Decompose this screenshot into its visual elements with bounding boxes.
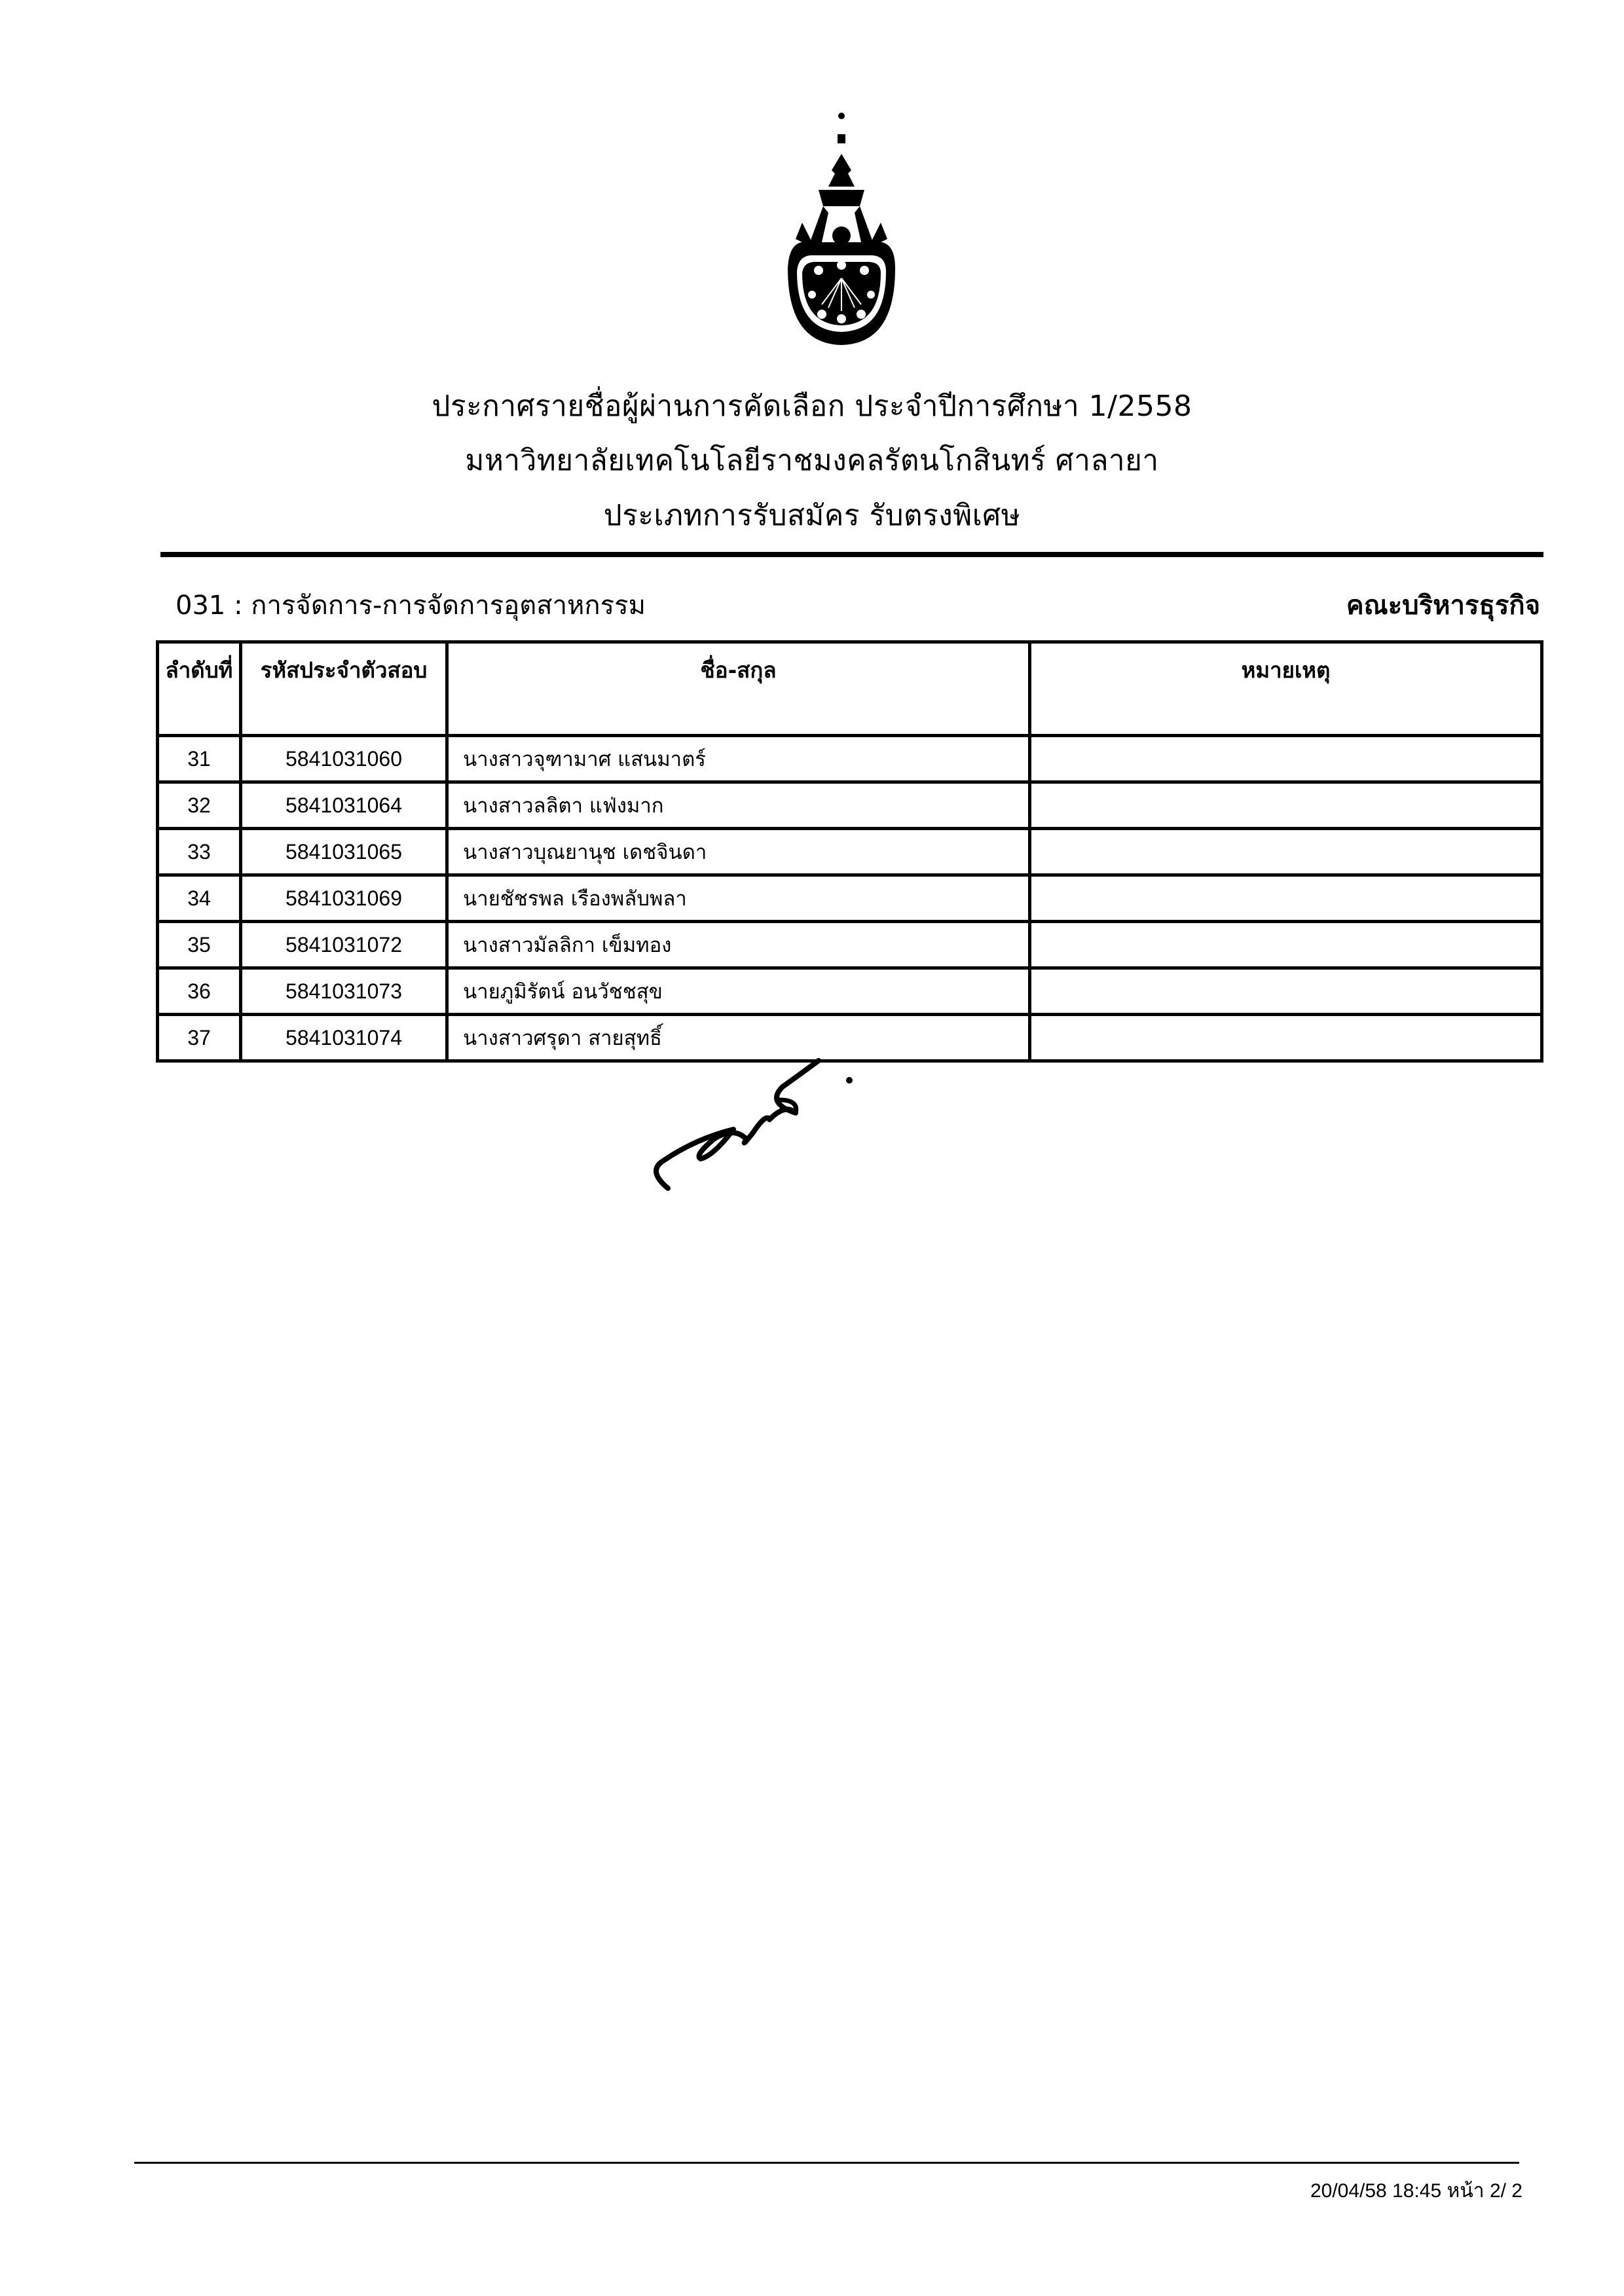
remarks-cell [1030, 1015, 1542, 1061]
program-title: 031 : การจัดการ-การจัดการอุตสาหกรรม [175, 591, 646, 621]
remarks-cell [1030, 829, 1542, 875]
column-header-full-name: ชื่อ-สกุล [447, 642, 1030, 736]
footer-divider [134, 2162, 1519, 2164]
order-cell: 31 [158, 736, 241, 782]
name-cell: นายชัชรพล เรืองพลับพลา [447, 875, 1030, 922]
announcement-title: ประกาศรายชื่อผู้ผ่านการคัดเลือก ประจำปีการศึกษา 1/2558 [432, 390, 1192, 423]
results-table [156, 640, 1543, 1063]
exam-id-cell: 5841031073 [241, 968, 447, 1015]
remarks-cell [1030, 736, 1542, 782]
handwritten-signature-icon [635, 1041, 858, 1192]
table-row [158, 922, 1542, 968]
table-row [158, 782, 1542, 829]
name-cell: นางสาวจุฑามาศ แสนมาตร์ [447, 736, 1030, 782]
exam-id-cell: 5841031069 [241, 875, 447, 922]
exam-id-cell: 5841031064 [241, 782, 447, 829]
table-row [158, 968, 1542, 1015]
order-cell: 37 [158, 1015, 241, 1061]
admission-type: ประเภทการรับสมัคร รับตรงพิเศษ [603, 499, 1021, 532]
exam-id-cell: 5841031060 [241, 736, 447, 782]
print-timestamp-page-number: 20/04/58 18:45 หน้า 2/ 2 [1310, 2180, 1522, 2202]
university-seal-icon [783, 108, 900, 357]
name-cell: นางสาวบุณยานุช เดชจินดา [447, 829, 1030, 875]
order-cell: 36 [158, 968, 241, 1015]
faculty-name: คณะบริหารธุรกิจ [1346, 591, 1540, 621]
name-cell: นายภูมิรัตน์ อนวัชชสุข [447, 968, 1030, 1015]
header-divider [160, 552, 1543, 557]
remarks-cell [1030, 875, 1542, 922]
column-header-order: ลำดับที่ [158, 642, 241, 736]
table-header-row [158, 642, 1542, 736]
table-row [158, 875, 1542, 922]
order-cell: 35 [158, 922, 241, 968]
name-cell: นางสาวมัลลิกา เข็มทอง [447, 922, 1030, 968]
exam-id-cell: 5841031074 [241, 1015, 447, 1061]
column-header-remarks: หมายเหตุ [1030, 642, 1542, 736]
university-name: มหาวิทยาลัยเทคโนโลยีราชมงคลรัตนโกสินทร์ ศาลายา [465, 444, 1159, 477]
name-cell: นางสาวลลิตา แฟ่งมาก [447, 782, 1030, 829]
column-header-exam-id: รหัสประจำตัวสอบ [241, 642, 447, 736]
table-row [158, 736, 1542, 782]
remarks-cell [1030, 968, 1542, 1015]
remarks-cell [1030, 922, 1542, 968]
table-row [158, 829, 1542, 875]
exam-id-cell: 5841031065 [241, 829, 447, 875]
exam-id-cell: 5841031072 [241, 922, 447, 968]
order-cell: 32 [158, 782, 241, 829]
order-cell: 33 [158, 829, 241, 875]
remarks-cell [1030, 782, 1542, 829]
name-cell: นางสาวศรุดา สายสุทธิ์ [447, 1015, 1030, 1061]
order-cell: 34 [158, 875, 241, 922]
